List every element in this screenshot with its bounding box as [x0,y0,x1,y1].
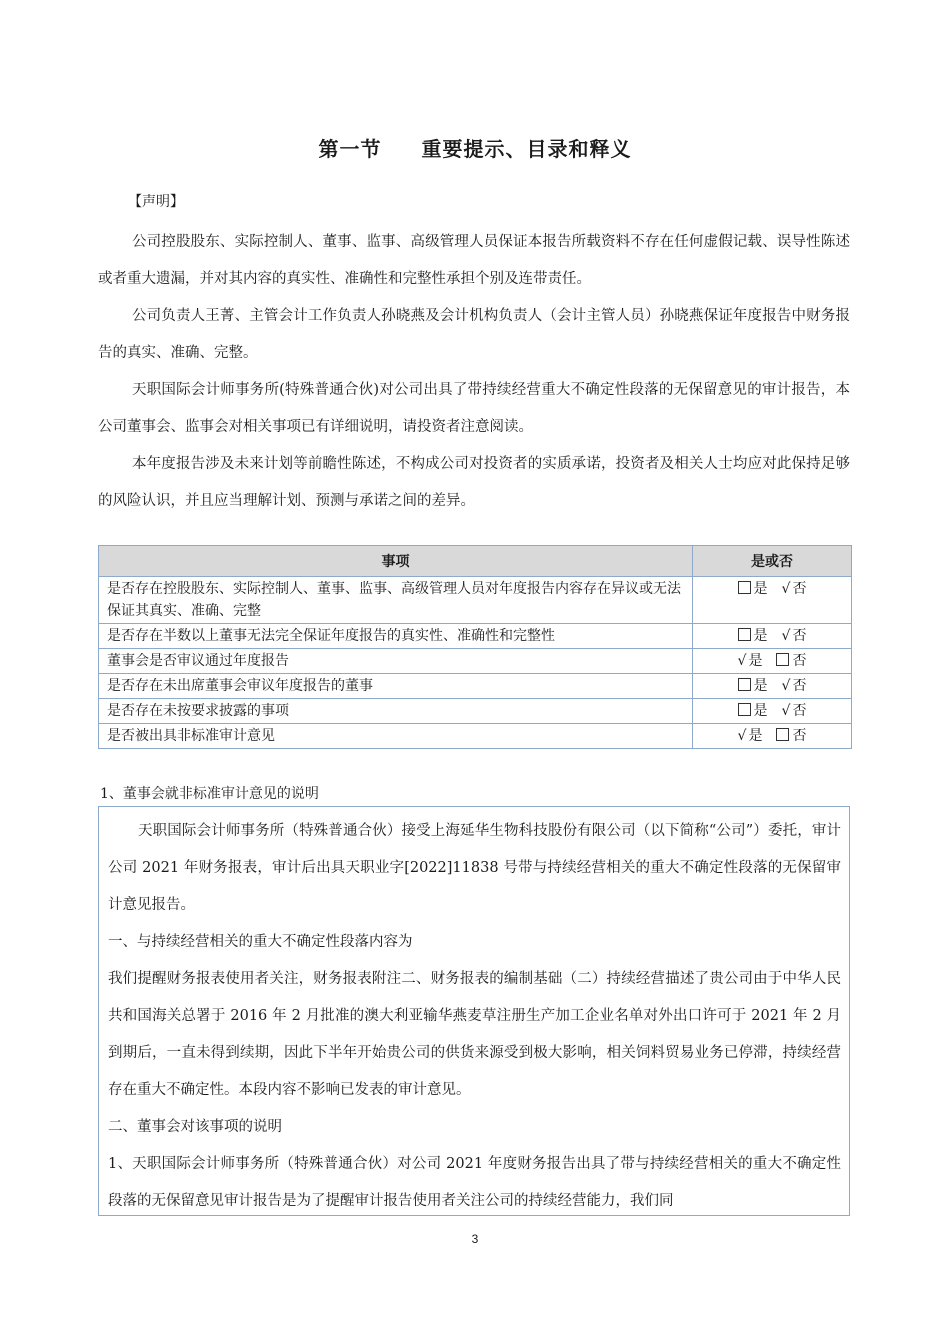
row-answer [693,724,852,749]
check-mark-icon: √ [781,628,791,644]
row-item-text: 是否存在半数以上董事无法完全保证年度报告的真实性、准确性和完整性 [99,624,693,649]
column-header-answer: 是或否 [693,546,852,577]
row-answer [693,674,852,699]
statement-paragraph: 天职国际会计师事务所(特殊普通合伙)对公司出具了带持续经营重大不确定性段落的无保留意见的审计报告，本公司董事会、监事会对相关事项已有详细说明，请投资者注意阅读。 [98,382,850,435]
statement-paragraph: 本年度报告涉及未来计划等前瞻性陈述，不构成公司对投资者的实质承诺，投资者及相关人士均应对此保持足够的风险认识，并且应当理解计划、预测与承诺之间的差异。 [98,456,850,509]
explanation-section1-title: 一、与持续经营相关的重大不确定性段落内容为 [108,934,413,950]
page-number: 3 [471,1232,479,1246]
check-mark-icon: √ [737,728,747,744]
explanation-box [98,806,850,1216]
yes-option [738,678,768,694]
explanation-section2-body: 1、天职国际会计师事务所（特殊普通合伙）对公司 2021 年度财务报告出具了带与持续经营相关的重大不确定性段落的无保留意见审计报告是为了提醒审计报告使用者关注公司的持续经营能力，我们同 [108,1156,841,1209]
no-option [782,703,807,719]
empty-checkbox-icon [738,628,751,641]
row-item-text: 是否存在控股股东、实际控制人、董事、监事、高级管理人员对年度报告内容存在异议或无法保证其真实、准确、完整 [99,577,693,624]
statement-paragraph: 公司控股股东、实际控制人、董事、监事、高级管理人员保证本报告所载资料不存在任何虚假记载、误导性陈述或者重大遗漏，并对其内容的真实性、准确性和完整性承担个别及连带责任。 [98,234,850,287]
yes-option [738,653,763,669]
table-row [99,649,852,674]
row-answer [693,577,852,624]
table-row [99,624,852,649]
page-title [0,133,950,162]
no-option [782,678,807,694]
empty-checkbox-icon [776,653,789,666]
row-item-text: 是否被出具非标准审计意见 [99,724,693,749]
no-option [776,728,806,744]
yes-option [738,728,763,744]
check-mark-icon: √ [781,678,791,694]
row-item-text: 是否存在未出席董事会审议年度报告的董事 [99,674,693,699]
table-header-row [99,546,852,577]
empty-checkbox-icon [738,703,751,716]
explanation-heading: 1、董事会就非标准审计意见的说明 [100,786,319,802]
yes-option [738,581,768,597]
row-item-text: 是否存在未按要求披露的事项 [99,699,693,724]
row-answer [693,699,852,724]
confirmation-table [98,545,852,749]
table-row [99,699,852,724]
empty-checkbox-icon [738,581,751,594]
no-label: 否 [792,628,807,644]
explanation-section1-body: 我们提醒财务报表使用者关注，财务报表附注二、财务报表的编制基础（二）持续经营描述了贵公司由于中华人民共和国海关总署于 2016 年 2 月批准的澳大利亚输华燕麦草注册生产加工企业名单对外出口许可于 2021 年 2 月到期后，一直未得到续期，因此下半年开始贵公司的供货来源受到极大影响，相关饲料贸易业务已停滞，持续经营存在重大不确定性。本段内容不影响已发表的审计意见。 [108,971,841,1098]
statement-label: 【声明】 [128,194,184,210]
no-label: 否 [792,728,807,744]
table-row [99,674,852,699]
yes-label: 是 [753,703,768,719]
yes-label: 是 [753,628,768,644]
section-title: 重要提示、目录和释义 [421,137,632,161]
yes-label: 是 [748,728,763,744]
no-option [782,581,807,597]
row-answer [693,624,852,649]
yes-label: 是 [748,653,763,669]
check-mark-icon: √ [781,581,791,597]
column-header-item: 事项 [99,546,693,577]
section-number: 第一节 [318,137,382,161]
empty-checkbox-icon [738,678,751,691]
explanation-section2-title: 二、董事会对该事项的说明 [108,1119,282,1135]
table-row [99,577,852,624]
no-label: 否 [792,581,807,597]
table-row [99,724,852,749]
check-mark-icon: √ [781,703,791,719]
explanation-intro: 天职国际会计师事务所（特殊普通合伙）接受上海延华生物科技股份有限公司（以下简称“公司”）委托，审计公司 2021 年财务报表，审计后出具天职业字[2022]11838 号带与持续经营相关的重大不确定性段落的无保留审计意见报告。 [108,823,841,913]
no-option [782,628,807,644]
yes-label: 是 [753,581,768,597]
yes-option [738,703,768,719]
empty-checkbox-icon [776,728,789,741]
row-answer [693,649,852,674]
no-label: 否 [792,653,807,669]
yes-option [738,628,768,644]
no-option [776,653,806,669]
no-label: 否 [792,678,807,694]
row-item-text: 董事会是否审议通过年度报告 [99,649,693,674]
yes-label: 是 [753,678,768,694]
check-mark-icon: √ [737,653,747,669]
statement-paragraph: 公司负责人王菁、主管会计工作负责人孙晓燕及会计机构负责人（会计主管人员）孙晓燕保证年度报告中财务报告的真实、准确、完整。 [98,308,850,361]
no-label: 否 [792,703,807,719]
